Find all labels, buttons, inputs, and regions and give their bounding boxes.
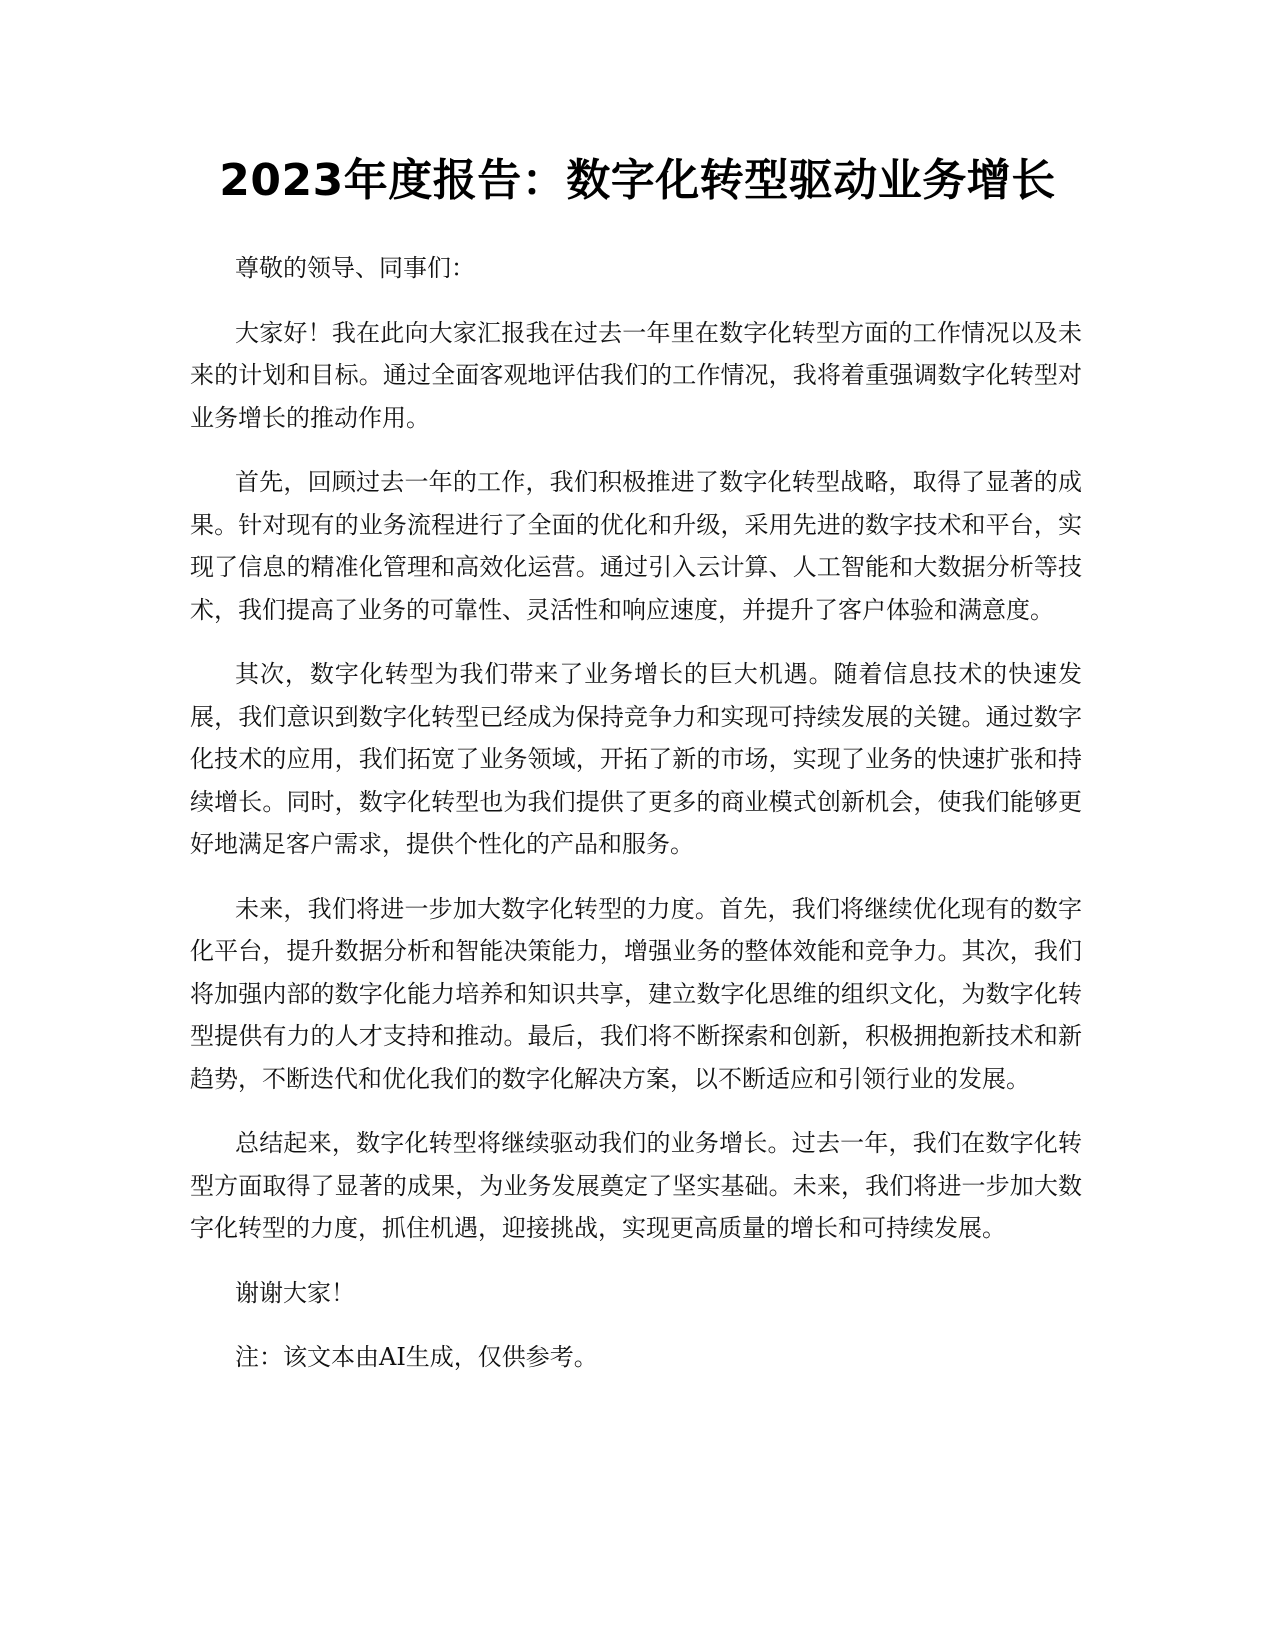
paragraph-review: 首先，回顾过去一年的工作，我们积极推进了数字化转型战略，取得了显著的成果。针对现有的业务流程进行了全面的优化和升级，采用先进的数字技术和平台，实现了信息的精准化管理和高效化运营。通过引入云计算、人工智能和大数据分析等技术，我们提高了业务的可靠性、灵活性和响应速度，并提升了客户体验和满意度。 (190, 468, 1082, 624)
paragraph-future: 未来，我们将进一步加大数字化转型的力度。首先，我们将继续优化现有的数字化平台，提升数据分析和智能决策能力，增强业务的整体效能和竞争力。其次，我们将加强内部的数字化能力培养和知识共享，建立数字化思维的组织文化，为数字化转型提供有力的人才支持和推动。最后，我们将不断探索和创新，积极拥抱新技术和新趋势，不断迭代和优化我们的数字化解决方案，以不断适应和引领行业的发展。 (190, 894, 1082, 1093)
paragraph-opportunity: 其次，数字化转型为我们带来了业务增长的巨大机遇。随着信息技术的快速发展，我们意识到数字化转型已经成为保持竞争力和实现可持续发展的关键。通过数字化技术的应用，我们拓宽了业务领域，开拓了新的市场，实现了业务的快速扩张和持续增长。同时，数字化转型也为我们提供了更多的商业模式创新机会，使我们能够更好地满足客户需求，提供个性化的产品和服务。 (190, 660, 1082, 858)
salutation: 尊敬的领导、同事们： (235, 254, 475, 282)
closing-thanks: 谢谢大家！ (235, 1278, 355, 1307)
paragraph-intro: 大家好！我在此向大家汇报我在过去一年里在数字化转型方面的工作情况以及未来的计划和目标。通过全面客观地评估我们的工作情况，我将着重强调数字化转型对业务增长的推动作用。 (190, 318, 1082, 432)
ai-note: 注：该文本由AI生成，仅供参考。 (235, 1343, 598, 1371)
paragraph-summary: 总结起来，数字化转型将继续驱动我们的业务增长。过去一年，我们在数字化转型方面取得了显著的成果，为业务发展奠定了坚实基础。未来，我们将进一步加大数字化转型的力度，抓住机遇，迎接挑战，实现更高质量的增长和可持续发展。 (190, 1129, 1082, 1242)
document-body (190, 247, 1082, 1401)
document-title: 2023年度报告：数字化转型驱动业务增长 (219, 155, 1056, 206)
